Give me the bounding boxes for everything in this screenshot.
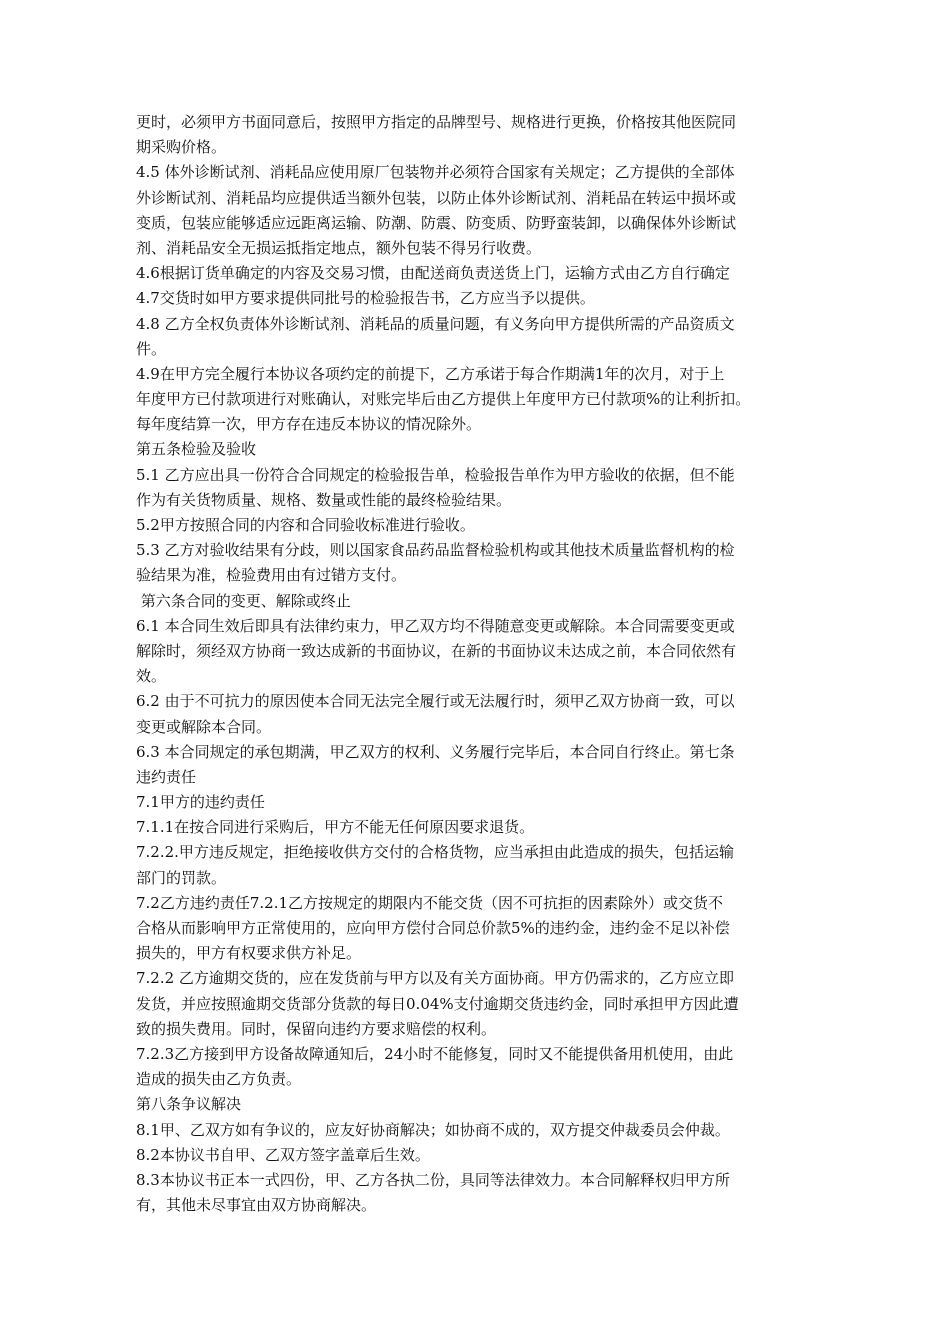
text-line: 变更或解除本合同。 xyxy=(136,717,272,736)
text-line: 5.2甲方按照合同的内容和合同验收标准进行验收。 xyxy=(136,516,475,534)
text-line: 件。 xyxy=(136,339,167,358)
text-line: 作为有关货物质量、规格、数量或性能的最终检验结果。 xyxy=(136,490,512,509)
text-line: 4.9在甲方完全履行本协议各项约定的前提下，乙方承诺于每合作期满1年的次月，对于上 xyxy=(136,364,725,383)
text-line: 4.8 乙方全权负责体外诊断试剂、消耗品的质量问题，有义务向甲方提供所需的产品资质文 xyxy=(136,314,735,333)
text-line: 6.2 由于不可抗力的原因使本合同无法完全履行或无法履行时，须甲乙双方协商一致，可以 xyxy=(136,692,735,711)
section-heading: 第八条争议解决 xyxy=(136,1095,242,1114)
text-line: 合格从而影响甲方正常使用的，应向甲方偿付合同总价款5%的违约金，违约金不足以补偿 xyxy=(136,919,730,937)
text-line: 部门的罚款。 xyxy=(136,868,227,887)
text-line: 变质，包装应能够适应远距离运输、防潮、防震、防变质、防野蛮装卸，以确保体外诊断试 xyxy=(136,213,737,232)
text-line: 5.1 乙方应出具一份符合合同规定的检验报告单，检验报告单作为甲方验收的依据，但不能 xyxy=(136,465,735,484)
text-line: 损失的，甲方有权要求供方补足。 xyxy=(136,944,362,963)
text-line: 5.3 乙方对验收结果有分歧，则以国家食品药品监督检验机构或其他技术质量监督机构的检 xyxy=(136,541,735,560)
text-line: 发货，并应按照逾期交货部分货款的每日0.04%支付逾期交货违约金，同时承担甲方因此遭 xyxy=(136,994,739,1013)
text-line: 效。 xyxy=(136,667,167,686)
text-line: 造成的损失由乙方负责。 xyxy=(136,1070,302,1089)
text-line: 8.1甲、乙双方如有争议的，应友好协商解决；如协商不成的，双方提交仲裁委员会仲裁。 xyxy=(136,1120,730,1139)
text-line: 6.1 本合同生效后即具有法律约束力，甲乙双方均不得随意变更或解除。本合同需要变更或 xyxy=(136,616,735,635)
text-line: 每年度结算一次，甲方存在违反本协议的情况除外。 xyxy=(136,415,482,434)
document-body xyxy=(136,110,826,1218)
text-line: 7.1.1在按合同进行采购后，甲方不能无任何原因要求退货。 xyxy=(136,818,535,837)
text-line: 有，其他未尽事宜由双方协商解决。 xyxy=(136,1196,377,1215)
section-heading: 第六条合同的变更、解除或终止 xyxy=(136,591,351,610)
text-line: 解除时，须经双方协商一致达成新的书面协议，在新的书面协议未达成之前，本合同依然有 xyxy=(136,641,737,660)
text-line: 违约责任 xyxy=(136,767,197,786)
text-line: 更时，必须甲方书面同意后，按照甲方指定的品牌型号、规格进行更换，价格按其他医院同 xyxy=(136,113,737,131)
text-line: 期采购价格。 xyxy=(136,138,227,157)
text-line: 7.2.2.甲方违反规定，拒绝接收供方交付的合格货物，应当承担由此造成的损失，包括运输 xyxy=(136,843,734,862)
text-line: 6.3 本合同规定的承包期满，甲乙双方的权利、义务履行完毕后，本合同自行终止。第七条 xyxy=(136,742,735,761)
text-line: 7.2.2 乙方逾期交货的，应在发货前与甲方以及有关方面协商。甲方仍需求的，乙方应立即 xyxy=(136,969,734,988)
text-line: 致的损失费用。同时，保留向违约方要求赔偿的权利。 xyxy=(136,1019,497,1038)
text-line: 7.2.3乙方接到甲方设备故障通知后，24小时不能修复，同时又不能提供备用机使用，由此 xyxy=(136,1044,734,1063)
text-line: 8.2本协议书自甲、乙双方签字盖章后生效。 xyxy=(136,1145,430,1164)
text-line: 4.6根据订货单确定的内容及交易习惯，由配送商负责送货上门，运输方式由乙方自行确定 xyxy=(136,264,730,283)
text-line: 外诊断试剂、消耗品均应提供适当额外包装，以防止体外诊断试剂、消耗品在转运中损坏或 xyxy=(136,188,737,207)
text-line: 年度甲方已付款项进行对账确认，对账完毕后由乙方提供上年度甲方已付款项%的让利折扣。 xyxy=(136,390,751,409)
text-line: 8.3本协议书正本一式四份，甲、乙方各执二份，具同等法律效力。本合同解释权归甲方所 xyxy=(136,1170,730,1189)
text-line: 4.5 体外诊断试剂、消耗品应使用原厂包装物并必须符合国家有关规定；乙方提供的全部体 xyxy=(136,163,735,182)
section-heading: 第五条检验及验收 xyxy=(136,440,257,459)
text-line: 7.1甲方的违约责任 xyxy=(136,793,265,812)
text-line: 4.7交货时如甲方要求提供同批号的检验报告书，乙方应当予以提供。 xyxy=(136,289,595,308)
text-line: 验结果为准，检验费用由有过错方支付。 xyxy=(136,566,407,585)
text-line: 剂、消耗品安全无损运抵指定地点，额外包装不得另行收费。 xyxy=(136,238,542,257)
text-line: 7.2乙方违约责任7.2.1乙方按规定的期限内不能交货（因不可抗拒的因素除外）或交货不 xyxy=(136,893,724,912)
